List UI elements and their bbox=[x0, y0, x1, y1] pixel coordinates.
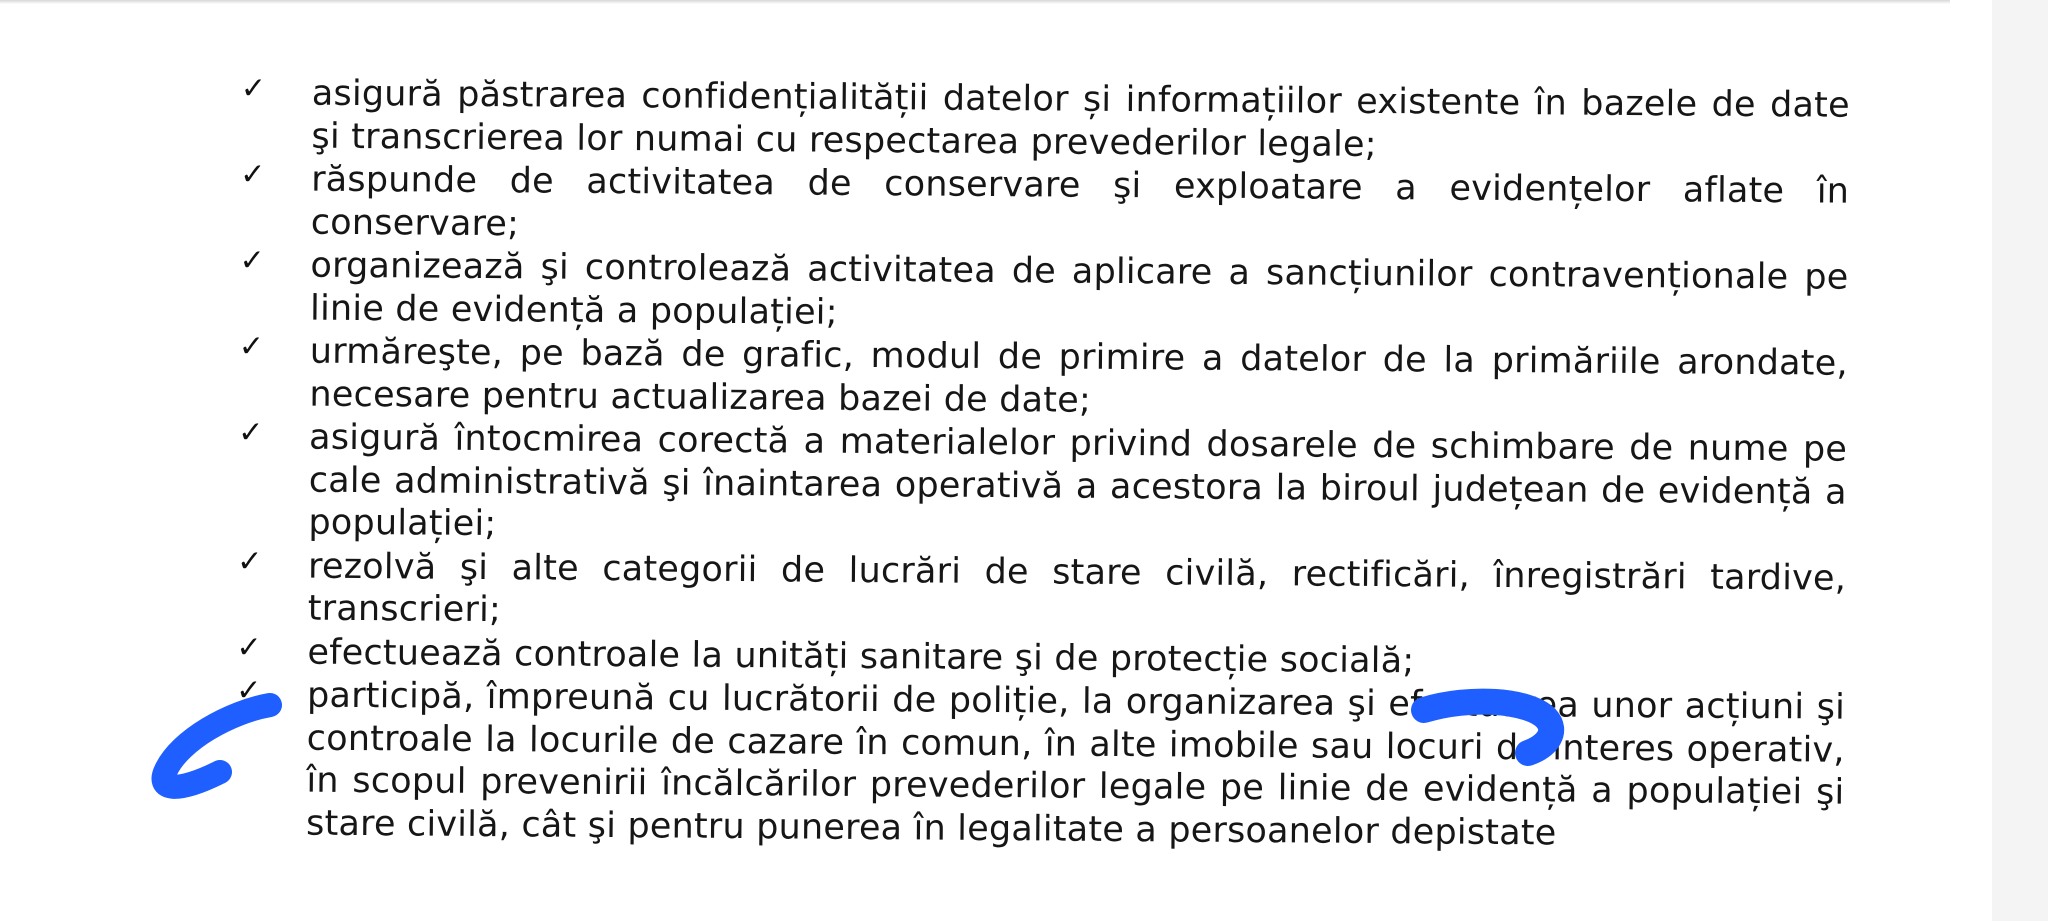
responsibilities-list bbox=[224, 72, 1850, 858]
checkmark-icon: ✓ bbox=[240, 71, 267, 107]
scrollbar-track[interactable] bbox=[1992, 0, 2048, 921]
list-item-text: rezolvă şi alte categorii de lucrări de stare civilă, rectificări, înregistrări tardive, transcrieri; bbox=[307, 546, 1847, 631]
checkmark-icon: ✓ bbox=[238, 415, 264, 451]
list-item-text: răspunde de activitatea de conservare şi exploatare a evidențelor aflate în conservare; bbox=[310, 159, 1850, 244]
list-item bbox=[226, 544, 1847, 642]
checkmark-icon: ✓ bbox=[238, 329, 265, 365]
list-item bbox=[224, 674, 1845, 857]
list-item bbox=[226, 416, 1847, 556]
checkmark-icon: ✓ bbox=[236, 629, 262, 665]
page-top-shadow bbox=[0, 0, 1950, 4]
list-item bbox=[227, 330, 1848, 428]
list-item-text: asigură întocmirea corectă a materialelor privind dosarele de schimbare de nume pe cale administrativă şi înaintarea operativă a acestora la biroul județean de evidență a populației; bbox=[308, 417, 1848, 545]
checkmark-icon: ✓ bbox=[236, 673, 262, 709]
list-item-text: urmăreşte, pe bază de grafic, modul de primire a datelor de la primăriile arondate, necesare pentru actualizarea bazei de date; bbox=[309, 331, 1848, 421]
list-item-text: participă, împreună cu lucrătorii de poliție, la organizarea şi efectuarea unor acțiuni şi controale la locurile de cazare în comun, în alte imobile sau locuri de interes operativ, în scopul prevenirii încălcărilor prevederilor legale pe linie de evidență a populației şi stare civilă, cât şi pentru punerea în legalitate a persoanelor depistate bbox=[305, 675, 1846, 853]
list-item-text: organizează şi controlează activitatea de aplicare a sancțiunilor contravenționale pe linie de evidență a populației; bbox=[309, 245, 1849, 333]
checkmark-icon: ✓ bbox=[240, 157, 266, 193]
checkmark-icon: ✓ bbox=[237, 543, 263, 579]
list-item bbox=[229, 72, 1850, 170]
list-item-text: efectuează controale la unități sanitare şi de protecție socială; bbox=[307, 632, 1415, 681]
list-item bbox=[229, 158, 1850, 256]
list-item bbox=[228, 244, 1849, 342]
checkmark-icon: ✓ bbox=[239, 243, 265, 279]
list-item-text: asigură păstrarea confidențialității datelor și informațiilor existente în bazele de date şi transcrierea lor numai cu respectarea prevederilor legale; bbox=[311, 73, 1850, 165]
